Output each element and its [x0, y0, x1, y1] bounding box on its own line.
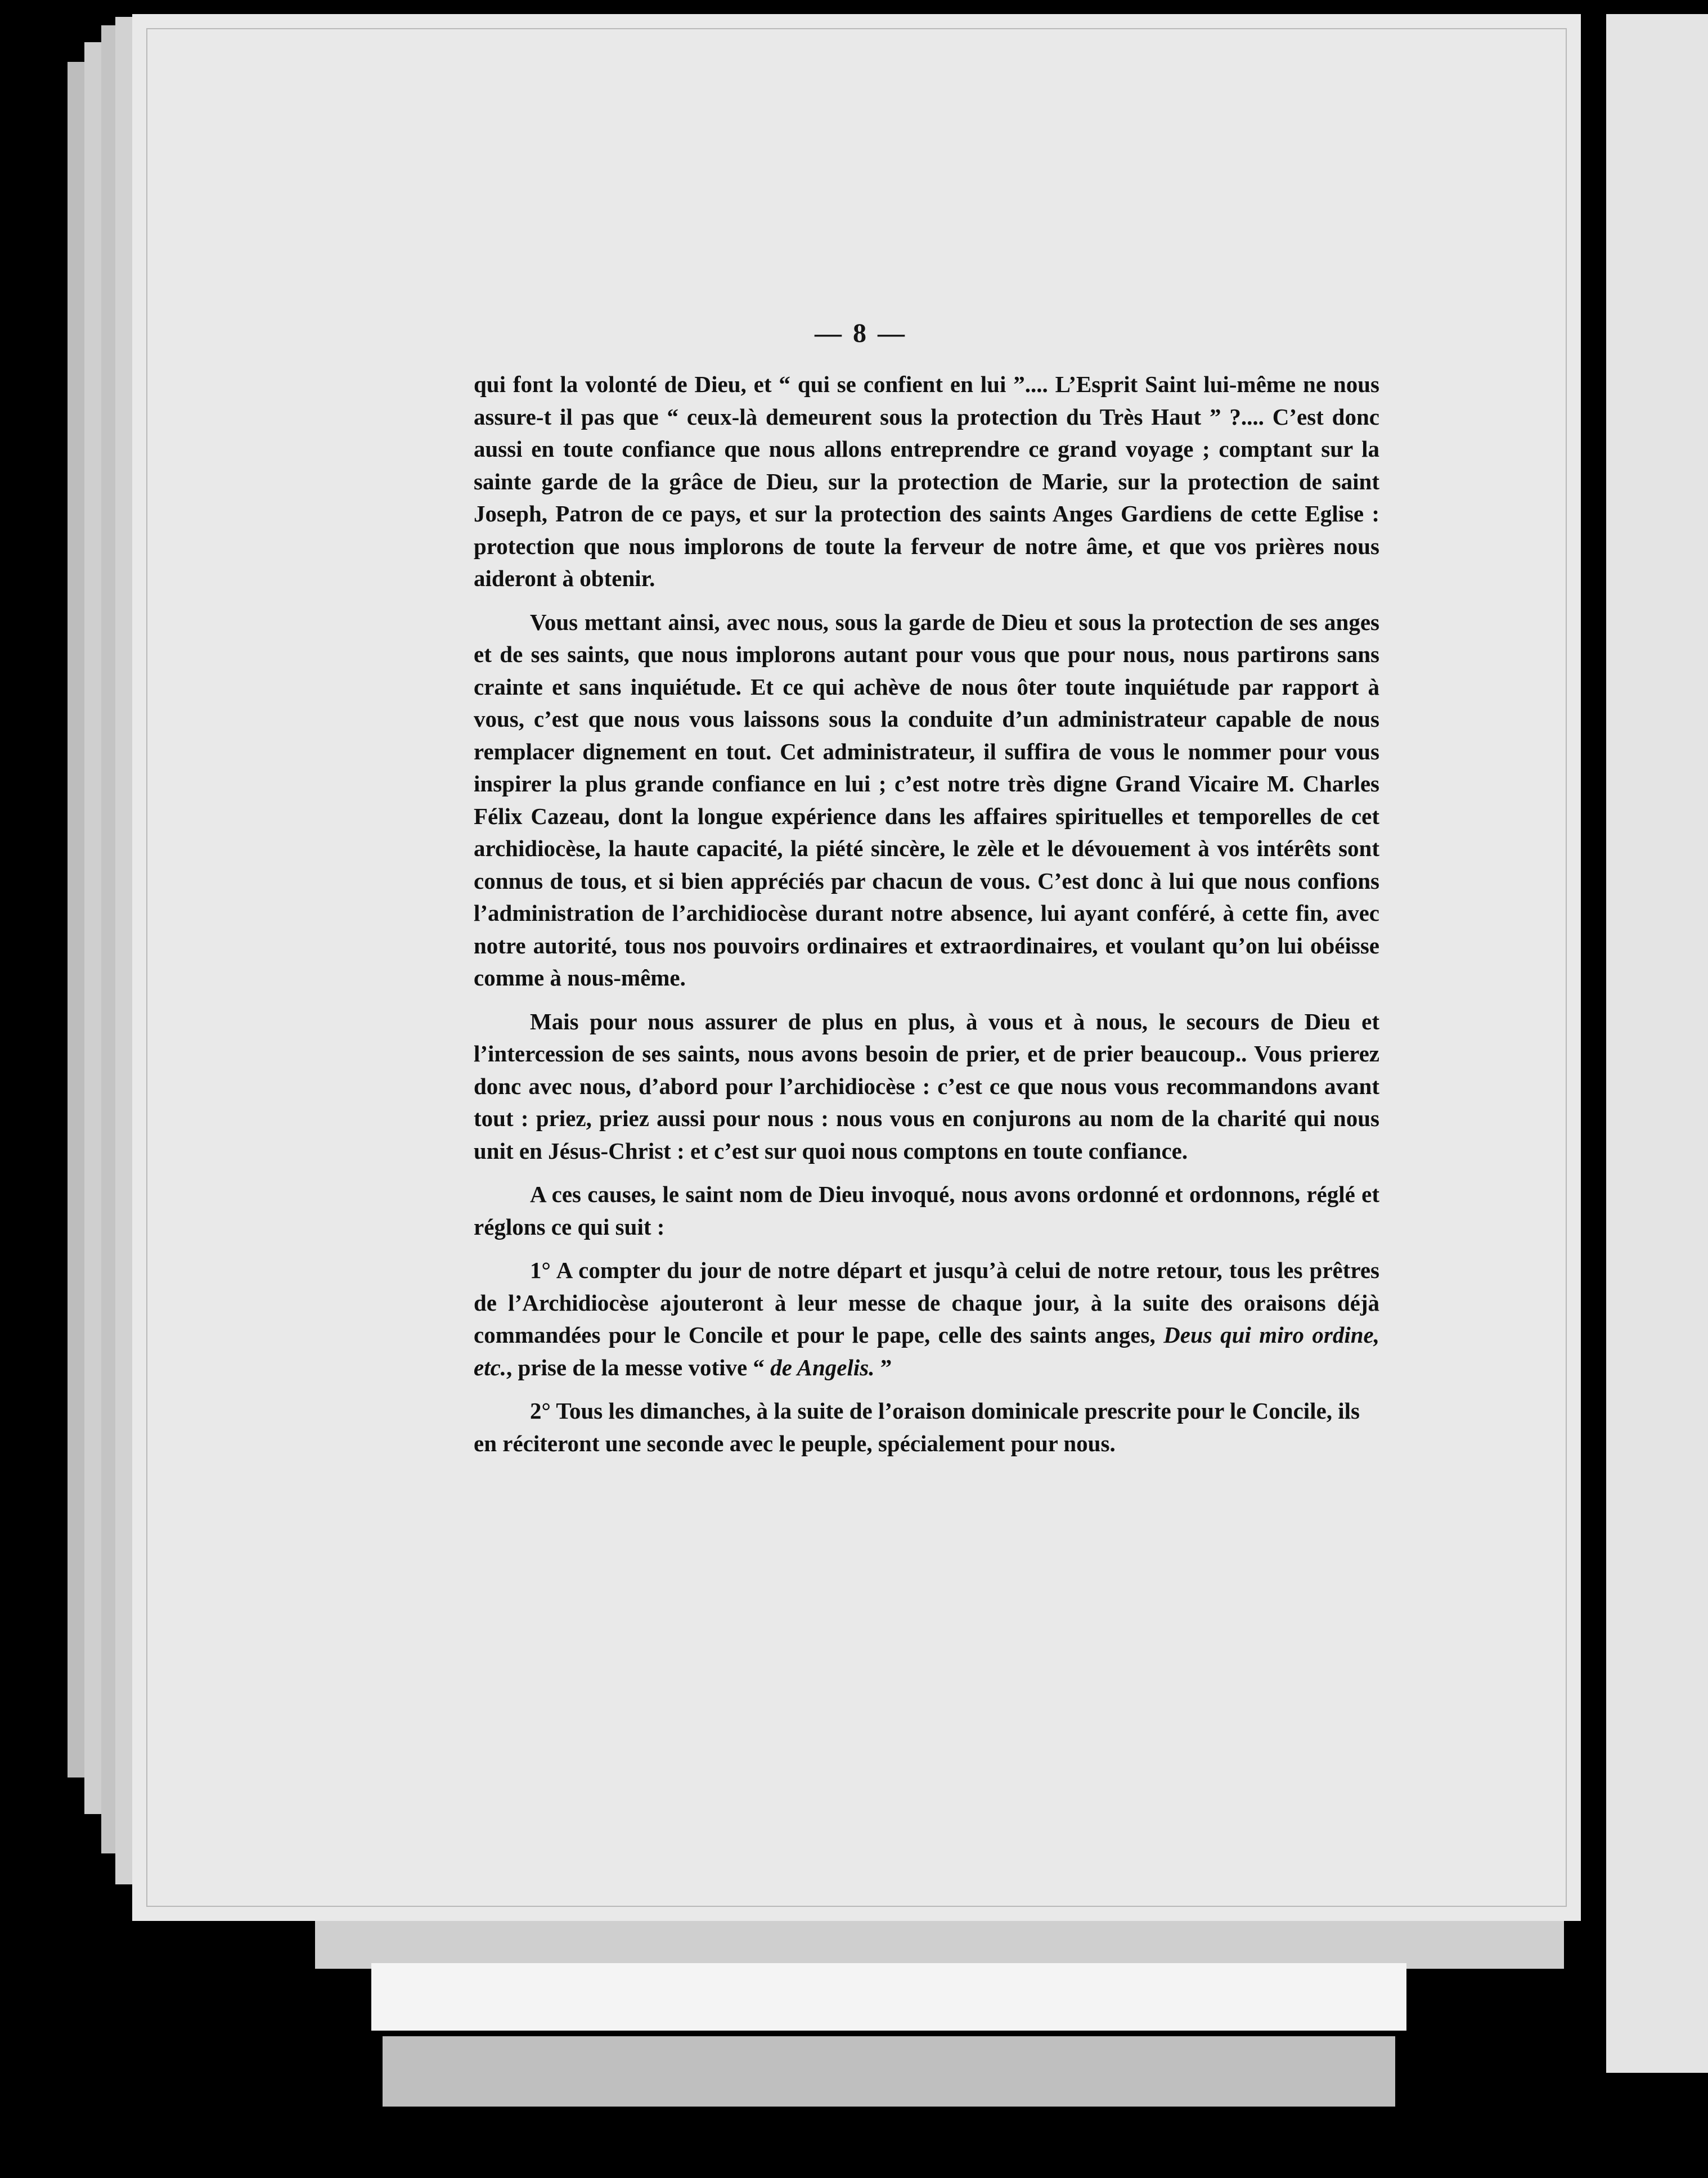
article-1-middle: , prise de la messe votive “: [506, 1354, 765, 1380]
adjacent-page: [1606, 14, 1708, 2073]
paragraph: qui font la volonté de Dieu, et “ qui se confient en lui ”.... L’Esprit Saint lui-même ne nous assure-t il pas que “ ceux-là demeurent sous la protection du Très Haut ” ?.... C’est donc aussi en toute confiance que nous allons entreprendre ce grand voyage ; comptant sur la sainte garde de la grâce de Dieu, sur la protection de Marie, sur la protection de saint Joseph, Patron de ce pays, et sur la protection des saints Anges Gardiens de cette Eglise : protection que nous implorons de toute la ferveur de notre âme, et que vos prières nous aideront à obtenir.: [474, 371, 1379, 591]
bottom-page-slip: [315, 1918, 1564, 1969]
page-number: — 8 —: [815, 318, 907, 348]
article-2: 2° Tous les dimanches, à la suite de l’oraison dominicale prescrite pour le Concile, ils en réciteront une seconde avec le peuple, spécialement pour nous.: [474, 1398, 1360, 1456]
article-1-text: 1° A compter du jour de notre départ et jusqu’à celui de notre retour, tous les prêtres de l’Archidiocèse ajouteront à leur messe de chaque jour, à la suite des oraisons déjà commandées pour le Concile et pour le pape, celle des saints anges,: [474, 1257, 1379, 1348]
article-1-latin-2: de Angelis.: [770, 1354, 875, 1380]
document-body: [474, 368, 1379, 1471]
article-1-end: ”: [874, 1354, 892, 1380]
article-1: [474, 1254, 1379, 1384]
bottom-page-slip: [383, 2036, 1395, 2107]
paragraph: Mais pour nous assurer de plus en plus, à vous et à nous, le secours de Dieu et l’intercession de ses saints, nous avons besoin de prier, et de prier beaucoup.. Vous prierez donc avec nous, d’abord pour l’archidiocèse : c’est ce que nous vous recommandons avant tout : priez, priez aussi pour nous : nous vous en conjurons au nom de la charité qui nous unit en Jésus-Christ : et c’est sur quoi nous comptons en toute confiance.: [474, 1008, 1379, 1164]
article-1-latin: Deus qui miro ordine, etc.: [474, 1322, 1380, 1380]
paragraph: Vous mettant ainsi, avec nous, sous la garde de Dieu et sous la protection de ses anges et de ses saints, que nous implorons autant pour vous que pour nous, nous partirons sans crainte et sans inquiétude. Et ce qui achève de nous ôter toute inquiétude par rapport à vous, c’est que nous vous laissons sous la conduite d’un administrateur capable de nous remplacer dignement en tout. Cet administrateur, il suffira de vous le nommer pour vous inspirer la plus grande confiance en lui ; c’est notre très digne Grand Vicaire M. Charles Félix Cazeau, dont la longue expérience dans les affaires spirituelles et temporelles de cet archidiocèse, la haute capacité, la piété sincère, le zèle et le dévouement à vos intérêts sont connus de tous, et si bien appréciés par chacun de vous. C’est donc à lui que nous confions l’administration de l’archidiocèse durant notre absence, lui ayant conféré, à cette fin, avec notre autorité, tous nos pouvoirs ordinaires et extraordinaires, et voulant qu’on lui obéisse comme à nous-même.: [474, 609, 1379, 991]
bottom-page-slip: [371, 1963, 1406, 2031]
paragraph: A ces causes, le saint nom de Dieu invoqué, nous avons ordonné et ordonnons, réglé et réglons ce qui suit :: [474, 1181, 1379, 1240]
